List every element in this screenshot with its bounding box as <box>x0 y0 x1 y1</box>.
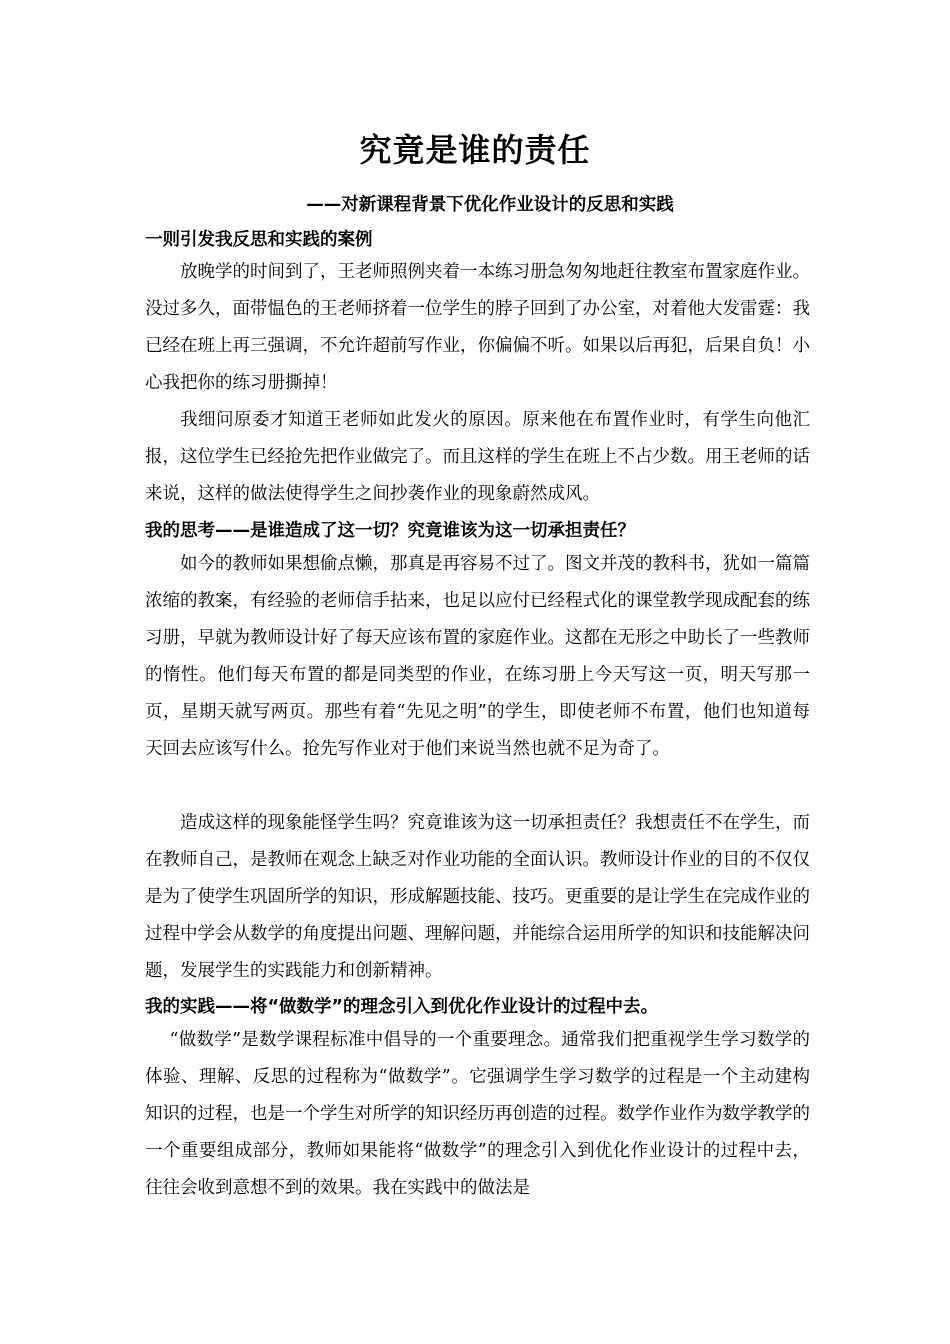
document-subtitle: ——对新课程背景下优化作业设计的反思和实践 <box>306 195 674 215</box>
paragraph-thinking-2: 造成这样的现象能怪学生吗？究竟谁该为这一切承担责任？我想责任不在学生，而在教师自己，是教师在观念上缺乏对作业功能的全面认识。教师设计作业的目的不仅仅是为了使学生巩固所学的知识，形成解题技能、技巧。更重要的是让学生在完成作业的过程中学会从数学的角度提出问题、理解问题，并能综合运用所学的知识和技能解决问题，发展学生的实践能力和创新精神。 <box>145 813 810 981</box>
section-heading-thinking: 我的思考——是谁造成了这一切？究竟谁该为这一切承担责任？ <box>145 521 635 541</box>
document-title: 究竟是谁的责任 <box>359 131 591 169</box>
paragraph-case-2: 我细问原委才知道王老师如此发火的原因。原来他在布置作业时，有学生向他汇报，这位学生已经抢先把作业做完了。而且这样的学生在班上不占少数。用王老师的话来说，这样的做法使得学生之间抄袭作业的现象蔚然成风。 <box>145 410 810 504</box>
paragraph-practice-1: “做数学”是数学课程标准中倡导的一个重要理念。通常我们把重视学生学习数学的体验、理解、反思的过程称为“做数学”。它强调学生学习数学的过程是一个主动建构知识的过程，也是一个学生对所学的知识经历再创造的过程。数学作业作为数学教学的一个重要组成部分，教师如果能将“做数学”的理念引入到优化作业设计的过程中去，往往会收到意想不到的效果。我在实践中的做法是 <box>145 1030 810 1198</box>
paragraph-case-1: 放晚学的时间到了，王老师照例夹着一本练习册急匆匆地赶往教室布置家庭作业。没过多久，面带愠色的王老师挤着一位学生的脖子回到了办公室，对着他大发雷霆：我已经在班上再三强调，不允许超前写作业，你偏偏不听。如果以后再犯，后果自负！小心我把你的练习册撕掉！ <box>145 262 810 393</box>
paragraph-thinking-1: 如今的教师如果想偷点懒，那真是再容易不过了。图文并茂的教科书，犹如一篇篇浓缩的教案，有经验的老师信手拈来，也足以应付已经程式化的课堂教学现成配套的练习册，早就为教师设计好了每天应该布置的家庭作业。这都在无形之中助长了一些教师的惰性。他们每天布置的都是同类型的作业，在练习册上今天写这一页，明天写那一页，星期天就写两页。那些有着“先见之明”的学生，即使老师不布置，他们也知道每天回去应该写什么。抢先写作业对于他们来说当然也就不足为奇了。 <box>145 554 810 759</box>
section-heading-case: 一则引发我反思和实践的案例 <box>145 230 373 250</box>
section-heading-practice: 我的实践——将“做数学”的理念引入到优化作业设计的过程中去。 <box>145 997 659 1017</box>
